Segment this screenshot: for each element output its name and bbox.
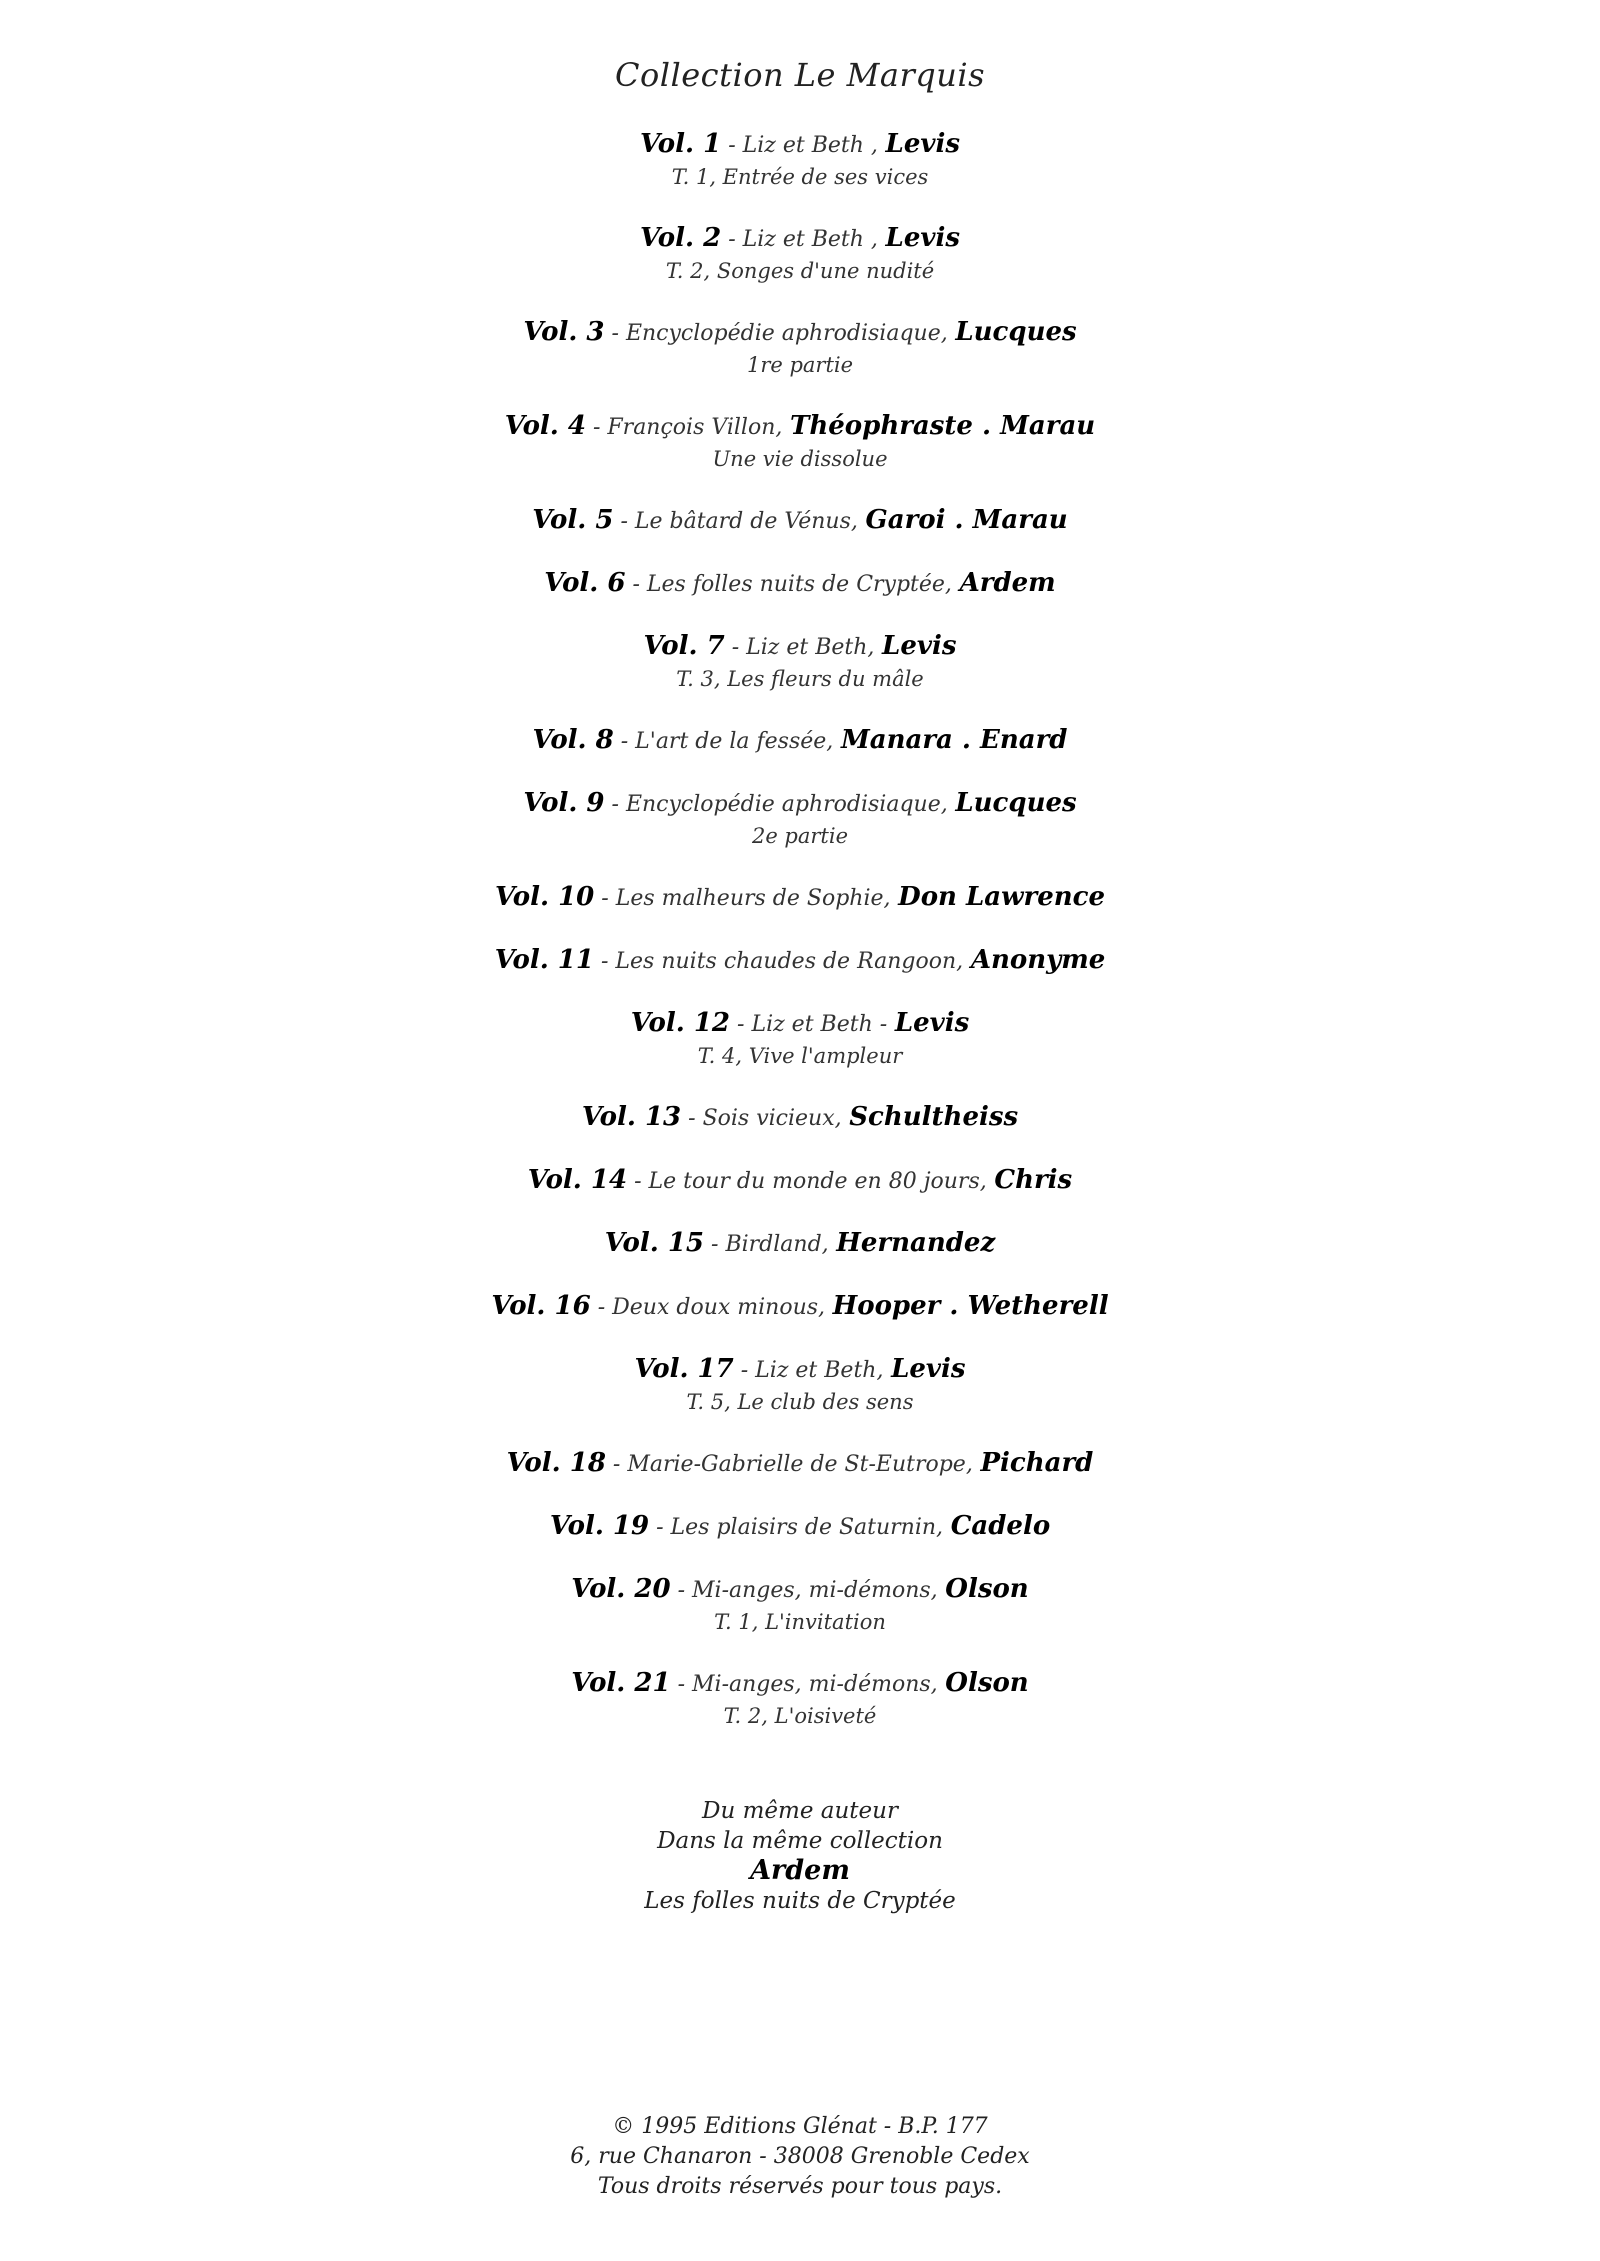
volume-entry: [0, 1510, 1600, 1544]
volume-title: Encyclopédie aphrodisiaque,: [625, 792, 948, 817]
volume-subtitle: T. 5, Le club des sens: [686, 1390, 914, 1414]
copyright-line: © 1995 Editions Glénat - B.P. 177: [612, 2114, 988, 2139]
volume-title: Sois vicieux,: [702, 1106, 842, 1131]
volume-entry: [0, 787, 1600, 851]
volume-subtitle: Une vie dissolue: [712, 447, 888, 471]
volume-entry: [0, 567, 1600, 601]
volume-number: Vol. 1: [640, 129, 722, 159]
volume-title: Birdland,: [725, 1232, 829, 1257]
volume-number: Vol. 7: [643, 631, 725, 661]
volume-author: Cadelo: [950, 1511, 1051, 1541]
volume-entry: [0, 724, 1600, 758]
volume-title: Mi-anges, mi-démons,: [692, 1578, 938, 1603]
volume-title: Liz et Beth ,: [742, 133, 878, 158]
volume-subtitle: T. 1, L'invitation: [714, 1610, 886, 1634]
volume-title: Liz et Beth,: [746, 635, 875, 660]
volume-entry: [0, 1007, 1600, 1071]
volume-author: Lucques: [955, 788, 1077, 818]
same-author-name: Ardem: [750, 1855, 850, 1886]
volume-title: Les plaisirs de Saturnin,: [670, 1515, 944, 1540]
volume-title: Les malheurs de Sophie,: [615, 886, 891, 911]
volume-author: Anonyme: [970, 945, 1106, 975]
volume-subtitle: T. 2, L'oisiveté: [723, 1704, 877, 1728]
collection-title: Collection Le Marquis: [615, 56, 985, 94]
volume-line: Vol. 17 - Liz et Beth, Levis: [634, 1354, 966, 1384]
volume-line: Vol. 7 - Liz et Beth, Levis: [643, 631, 957, 661]
volume-entry: [0, 222, 1600, 286]
volume-number: Vol. 13: [581, 1102, 682, 1132]
volume-title: Le bâtard de Vénus,: [634, 509, 858, 534]
volume-author: Schultheiss: [849, 1102, 1019, 1132]
volume-number: Vol. 12: [630, 1008, 731, 1038]
volume-line: Vol. 9 - Encyclopédie aphrodisiaque, Lucques: [523, 788, 1077, 818]
volume-author: Levis: [891, 1354, 966, 1384]
volume-line: Vol. 11 - Les nuits chaudes de Rangoon, Anonyme: [494, 945, 1106, 975]
volume-number: Vol. 18: [506, 1448, 606, 1478]
volume-subtitle: T. 3, Les fleurs du mâle: [676, 667, 924, 691]
volume-author: Garoi . Marau: [865, 505, 1068, 535]
volume-subtitle: T. 4, Vive l'ampleur: [697, 1044, 903, 1068]
volume-entry: [0, 1573, 1600, 1637]
volume-number: Vol. 5: [532, 505, 614, 535]
volume-title: Le tour du monde en 80 jours,: [648, 1169, 987, 1194]
volume-line: Vol. 8 - L'art de la fessée, Manara . Enard: [532, 725, 1068, 755]
volume-line: Vol. 1 - Liz et Beth , Levis: [640, 129, 960, 159]
volume-line: Vol. 6 - Les folles nuits de Cryptée, Ardem: [544, 568, 1056, 598]
volume-title: Liz et Beth,: [755, 1358, 884, 1383]
volume-title: Encyclopédie aphrodisiaque,: [625, 321, 948, 346]
volume-entry: [0, 1447, 1600, 1481]
volume-line: Vol. 4 - François Villon, Théophraste . Marau: [504, 411, 1096, 441]
volume-line: Vol. 3 - Encyclopédie aphrodisiaque, Lucques: [523, 317, 1077, 347]
volume-author: Levis: [882, 631, 957, 661]
volume-entry: [0, 1101, 1600, 1135]
volume-line: Vol. 21 - Mi-anges, mi-démons, Olson: [571, 1668, 1029, 1698]
same-collection-heading: Dans la même collection: [657, 1828, 943, 1854]
volume-line: Vol. 2 - Liz et Beth , Levis: [640, 223, 960, 253]
volume-number: Vol. 11: [494, 945, 594, 975]
volume-title: Liz et Beth ,: [742, 227, 878, 252]
volume-author: Hooper . Wetherell: [832, 1291, 1109, 1321]
volume-author: Manara . Enard: [840, 725, 1068, 755]
volume-number: Vol. 4: [504, 411, 586, 441]
volume-number: Vol. 21: [571, 1668, 671, 1698]
volume-author: Théophraste . Marau: [790, 411, 1096, 441]
volume-subtitle: 1re partie: [746, 353, 854, 377]
volume-title: Deux doux minous,: [612, 1295, 826, 1320]
volume-author: Hernandez: [836, 1228, 996, 1258]
volume-author: Don Lawrence: [898, 882, 1106, 912]
volume-number: Vol. 3: [523, 317, 605, 347]
volume-number: Vol. 20: [571, 1574, 671, 1604]
volume-entry: [0, 1290, 1600, 1324]
volume-author: Levis: [885, 129, 960, 159]
volume-entry: [0, 316, 1600, 380]
volume-author: Levis: [894, 1008, 970, 1038]
volume-title: Les nuits chaudes de Rangoon,: [615, 949, 964, 974]
volume-line: Vol. 5 - Le bâtard de Vénus, Garoi . Marau: [532, 505, 1068, 535]
volume-entry: [0, 128, 1600, 192]
volume-subtitle: T. 1, Entrée de ses vices: [671, 165, 929, 189]
volume-title: Marie-Gabrielle de St-Eutrope,: [627, 1452, 973, 1477]
volume-line: Vol. 15 - Birdland, Hernandez: [604, 1228, 996, 1258]
volume-entry: [0, 1353, 1600, 1417]
volume-line: Vol. 14 - Le tour du monde en 80 jours, Chris: [527, 1165, 1073, 1195]
volume-line: Vol. 13 - Sois vicieux, Schultheiss: [581, 1102, 1019, 1132]
volume-title: Mi-anges, mi-démons,: [692, 1672, 938, 1697]
volume-line: Vol. 10 - Les malheurs de Sophie, Don Lawrence: [494, 882, 1106, 912]
volume-author: Pichard: [980, 1448, 1094, 1478]
volume-line: Vol. 19 - Les plaisirs de Saturnin, Cadelo: [549, 1511, 1051, 1541]
volume-author: Chris: [994, 1165, 1073, 1195]
rights-notice: Tous droits réservés pour tous pays.: [597, 2174, 1003, 2199]
volume-number: Vol. 17: [634, 1354, 734, 1384]
publisher-address: 6, rue Chanaron - 38008 Grenoble Cedex: [570, 2144, 1030, 2169]
volume-number: Vol. 2: [640, 223, 722, 253]
volume-entry: [0, 630, 1600, 694]
same-author-title: Les folles nuits de Cryptée: [644, 1888, 956, 1914]
volume-title: L'art de la fessée,: [635, 729, 834, 754]
same-author-heading: Du même auteur: [702, 1798, 898, 1824]
volume-number: Vol. 9: [523, 788, 605, 818]
volume-entry: [0, 881, 1600, 915]
volume-entry: [0, 504, 1600, 538]
volume-number: Vol. 8: [532, 725, 614, 755]
volume-title: François Villon,: [607, 415, 783, 440]
volume-author: Lucques: [955, 317, 1077, 347]
volume-entry: [0, 1164, 1600, 1198]
volume-entry: [0, 944, 1600, 978]
volume-author: Ardem: [959, 568, 1056, 598]
same-author-block: [0, 1796, 1600, 1916]
copyright-block: [0, 2112, 1600, 2202]
volume-line: Vol. 16 - Deux doux minous, Hooper . Wetherell: [491, 1291, 1109, 1321]
volume-author: Olson: [945, 1668, 1029, 1698]
volume-number: Vol. 6: [544, 568, 626, 598]
volume-entry: [0, 1667, 1600, 1731]
volume-number: Vol. 15: [604, 1228, 705, 1258]
volume-number: Vol. 10: [494, 882, 595, 912]
volume-line: Vol. 12 - Liz et Beth - Levis: [630, 1008, 970, 1038]
volume-title: Les folles nuits de Cryptée,: [646, 572, 952, 597]
volume-number: Vol. 19: [549, 1511, 650, 1541]
volume-entry: [0, 1227, 1600, 1261]
volume-title: Liz et Beth -: [751, 1012, 888, 1037]
volume-subtitle: 2e partie: [751, 824, 849, 848]
volume-line: Vol. 18 - Marie-Gabrielle de St-Eutrope, Pichard: [506, 1448, 1094, 1478]
volume-author: Levis: [885, 223, 960, 253]
volume-number: Vol. 14: [527, 1165, 628, 1195]
volume-line: Vol. 20 - Mi-anges, mi-démons, Olson: [571, 1574, 1029, 1604]
volume-subtitle: T. 2, Songes d'une nudité: [665, 259, 935, 283]
volume-entry: [0, 410, 1600, 474]
volume-number: Vol. 16: [491, 1291, 591, 1321]
volume-author: Olson: [945, 1574, 1029, 1604]
